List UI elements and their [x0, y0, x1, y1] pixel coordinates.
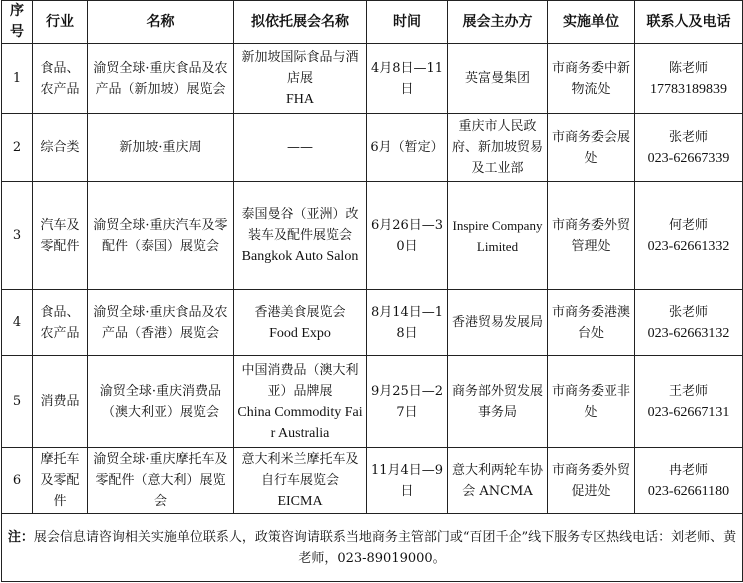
- time-cell: 4月8日—11日: [367, 44, 448, 114]
- contact-phone: 023-62661332: [647, 238, 730, 254]
- contact-phone: 023-62667131: [647, 404, 730, 420]
- note-label: 注：: [7, 529, 34, 545]
- organizer-cell: 英富曼集团: [448, 44, 548, 114]
- implementer-cell: 市商务委外贸管理处: [548, 182, 635, 290]
- contact-name: 王老师: [668, 383, 708, 399]
- implementer-cell: 市商务委港澳台处: [548, 290, 635, 356]
- header-implementer: 实施单位: [548, 1, 635, 44]
- seq-cell: 5: [2, 356, 33, 448]
- host-expo-cell: [234, 182, 367, 290]
- table-row: [2, 44, 743, 114]
- header-industry: 行业: [33, 1, 88, 44]
- header-time: 时间: [367, 1, 448, 44]
- table-row: [2, 290, 743, 356]
- host-expo-cell: [234, 114, 367, 182]
- host-expo-en: China Commodity Fair Australia: [237, 404, 363, 441]
- table-row: [2, 182, 743, 290]
- contact-name: 陈老师: [668, 60, 708, 76]
- table-header-row: [2, 1, 743, 44]
- host-expo-cn: 意大利米兰摩托车及自行车展览会: [241, 452, 359, 488]
- expo-schedule-table: [1, 0, 743, 582]
- table-row: [2, 114, 743, 182]
- host-expo-cell: [234, 290, 367, 356]
- header-host-expo: 拟依托展会名称: [234, 1, 367, 44]
- contact-cell: [635, 182, 743, 290]
- implementer-cell: 市商务委中新物流处: [548, 44, 635, 114]
- time-cell: 8月14日—18日: [367, 290, 448, 356]
- organizer-cell: 意大利两轮车协会 ANCMA: [448, 448, 548, 514]
- seq-cell: 4: [2, 290, 33, 356]
- note-cell: [2, 514, 743, 582]
- contact-phone: 023-62663132: [647, 325, 730, 341]
- table-row: [2, 448, 743, 514]
- header-contact: 联系人及电话: [635, 1, 743, 44]
- header-organizer: 展会主办方: [448, 1, 548, 44]
- name-cell: 渝贸全球·重庆摩托车及零配件（意大利）展览会: [88, 448, 234, 514]
- organizer-cell: 香港贸易发展局: [448, 290, 548, 356]
- implementer-cell: 市商务委亚非处: [548, 356, 635, 448]
- contact-cell: [635, 44, 743, 114]
- contact-phone: 17783189839: [650, 81, 727, 97]
- contact-name: 冉老师: [668, 462, 708, 478]
- header-seq: 序号: [2, 1, 33, 44]
- host-expo-cell: [234, 356, 367, 448]
- organizer-cell: 商务部外贸发展事务局: [448, 356, 548, 448]
- time-cell: 11月4日—9日: [367, 448, 448, 514]
- time-cell: 9月25日—27日: [367, 356, 448, 448]
- host-expo-en: Food Expo: [269, 325, 331, 341]
- host-expo-en: Bangkok Auto Salon: [241, 249, 359, 264]
- host-expo-cn: 香港美食展览会: [254, 304, 346, 320]
- host-expo-en: FHA: [285, 92, 314, 107]
- note-row: [2, 514, 743, 582]
- seq-cell: 1: [2, 44, 33, 114]
- seq-cell: 6: [2, 448, 33, 514]
- industry-cell: 综合类: [33, 114, 88, 182]
- contact-cell: [635, 114, 743, 182]
- organizer-cell: Inspire Company Limited: [448, 182, 548, 290]
- host-expo-cn: 新加坡国际食品与酒店展: [241, 50, 359, 86]
- seq-cell: 2: [2, 114, 33, 182]
- industry-cell: 摩托车及零配件: [33, 448, 88, 514]
- industry-cell: 食品、农产品: [33, 290, 88, 356]
- host-expo-cn: 泰国曼谷（亚洲）改装车及配件展览会: [241, 207, 359, 243]
- industry-cell: 食品、农产品: [33, 44, 88, 114]
- time-cell: 6月（暂定）: [367, 114, 448, 182]
- implementer-cell: 市商务委会展处: [548, 114, 635, 182]
- name-cell: 渝贸全球·重庆汽车及零配件（泰国）展览会: [88, 182, 234, 290]
- contact-name: 何老师: [668, 217, 708, 233]
- contact-phone: 023-62661180: [647, 483, 730, 499]
- host-expo-cell: [234, 448, 367, 514]
- name-cell: 新加坡·重庆周: [88, 114, 234, 182]
- contact-cell: [635, 356, 743, 448]
- name-cell: 渝贸全球·重庆食品及农产品（香港）展览会: [88, 290, 234, 356]
- organizer-cell: 重庆市人民政府、新加坡贸易及工业部: [448, 114, 548, 182]
- seq-cell: 3: [2, 182, 33, 290]
- table-row: [2, 356, 743, 448]
- contact-phone: 023-62667339: [647, 150, 730, 166]
- time-cell: 6月26日—30日: [367, 182, 448, 290]
- name-cell: 渝贸全球·重庆消费品（澳大利亚）展览会: [88, 356, 234, 448]
- contact-name: 张老师: [668, 304, 708, 320]
- host-expo-cell: [234, 44, 367, 114]
- contact-name: 张老师: [668, 129, 708, 145]
- host-expo-cn: ——: [287, 140, 313, 155]
- contact-cell: [635, 290, 743, 356]
- note-text: 展会信息请咨询相关实施单位联系人，政策咨询请联系当地商务主管部门或“百团千企”线下服务专区热线电话：刘老师、黄老师，023-89019000。: [33, 529, 737, 566]
- implementer-cell: 市商务委外贸促进处: [548, 448, 635, 514]
- industry-cell: 汽车及零配件: [33, 182, 88, 290]
- host-expo-en: EICMA: [277, 494, 323, 509]
- contact-cell: [635, 448, 743, 514]
- host-expo-cn: 中国消费品（澳大利亚）品牌展: [241, 362, 359, 399]
- name-cell: 渝贸全球·重庆食品及农产品（新加坡）展览会: [88, 44, 234, 114]
- header-name: 名称: [88, 1, 234, 44]
- industry-cell: 消费品: [33, 356, 88, 448]
